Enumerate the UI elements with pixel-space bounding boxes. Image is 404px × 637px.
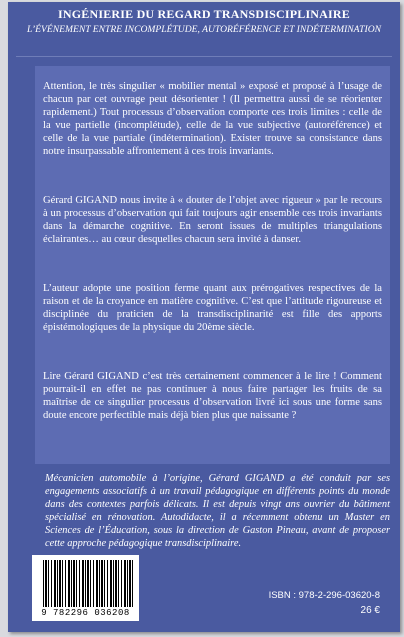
price-label: 26 € [360,605,380,616]
author-bio: Mécanicien automobile à l’origine, Gérard GIGAND a été conduit par ses engagements associatifs à un travail pédagogique en différents points du monde dans des contextes parfois délicats. Il est depuis vingt ans ouvrier du bâtiment spécialisé en rénovation. Autodidacte, il a récemment obtenu un Master en Sciences de l’Éducation, sous la direction de Gaston Pineau, avant de proposer cette approche pédagogique transdisciplinaire. [45,473,390,549]
back-cover [8,2,400,632]
book-title: INGÉNIERIE DU REGARD TRANSDISCIPLINAIRE [58,7,350,21]
blurb-panel [35,66,390,464]
blurb-paragraph-4: Lire Gérard GIGAND c’est très certainement commencer à le lire ! Comment pourrait-il en effet ne pas continuer à nous faire partager les fruits de sa maîtrise de ce singulier processus d’observation livré ici sous une forme sans doute encore perfectible mais déjà bien plus que naissante ? [43,371,382,421]
cover-header [8,2,400,58]
barcode-number: 9 782296 036208 [41,608,130,618]
blurb-paragraph-3: L’auteur adopte une position ferme quant aux prérogatives respectives de la raison et de la croyance en matière cognitive. C’est que l’attitude rigoureuse et disciplinée du praticien de la transdisciplinarité est fille des apports épistémologiques de la physique du 20ème siècle. [43,283,382,333]
book-subtitle: L’ÉVÉNEMENT ENTRE INCOMPLÉTUDE, AUTORÉFÉRENCE ET INDÉTERMINATION [26,24,382,35]
isbn-label: ISBN : 978-2-296-03620-8 [268,590,380,601]
header-divider [16,56,392,57]
blurb-paragraph-1: Attention, le très singulier « mobilier mental » exposé et proposé à l’usage de chacun par cet ouvrage peut désorienter ! (Il permettra aussi de se réorienter rapidement.) Tout processus d’observation comporte ces trois limites : celle de la vue partielle (incomplétude), celle de la vue subjective (autoréférence) et celle de la vue partiale (indétermination). Exister trouve sa consistance dans notre insurpassable affrontement à ces trois invariants. [43,81,382,157]
blurb-paragraph-2: Gérard GIGAND nous invite à « douter de l’objet avec rigueur » par le recours à un processus d’observation qui fait toujours agir ensemble ces trois invariants dans la démarche cognitive. En seront issues de multiples triangulations éclairantes… au cœur desquelles chacun sera invité à danser. [43,195,382,245]
barcode-bars [43,560,134,607]
barcode [32,555,139,621]
